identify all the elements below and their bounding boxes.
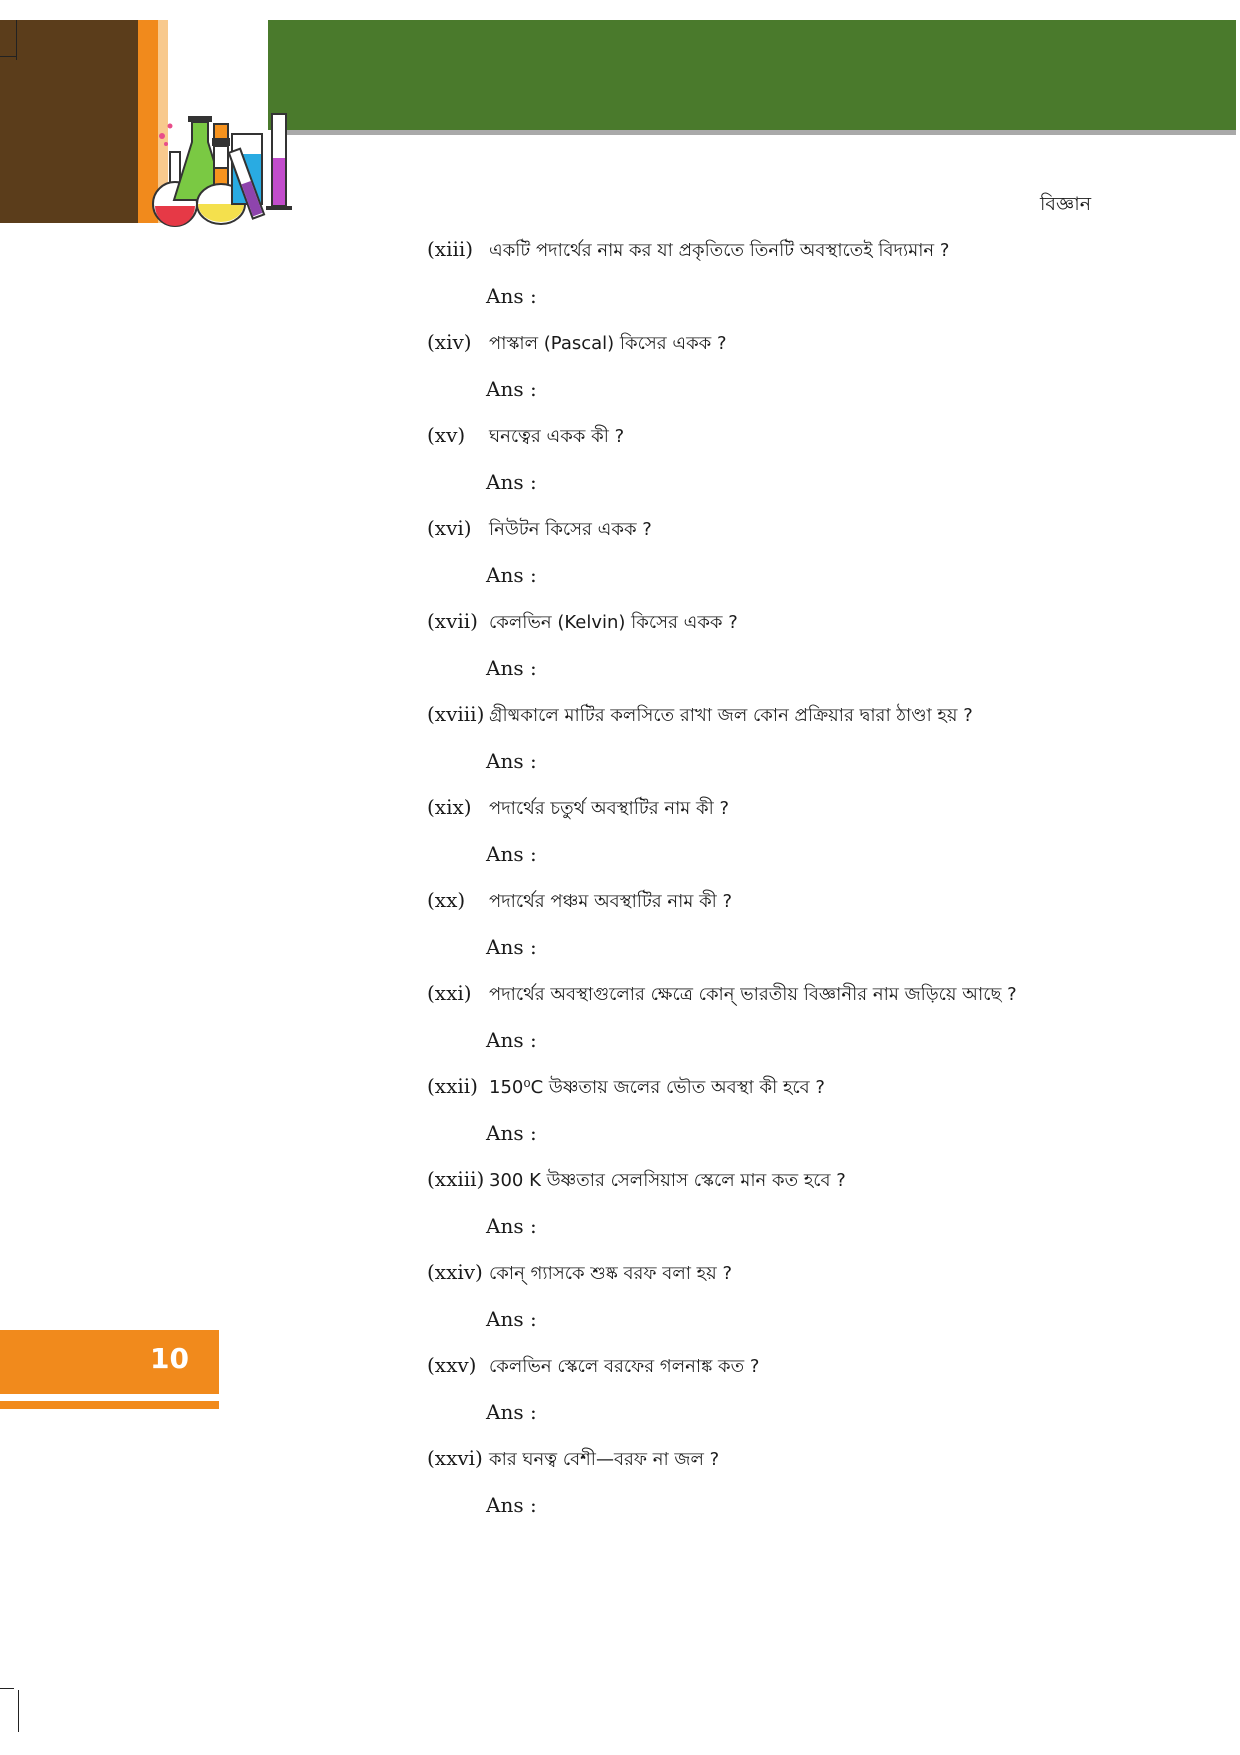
question-number: (xv) <box>427 423 466 447</box>
answer-label: Ans : <box>486 284 537 308</box>
answer-label: Ans : <box>486 1028 537 1052</box>
header-green-shadow <box>276 130 1236 135</box>
question-item <box>427 701 1167 794</box>
answer-label: Ans : <box>486 1400 537 1424</box>
question-text: 300 K উষ্ণতার সেলসিয়াস স্কেলে মান কত হবে ? <box>489 1170 846 1191</box>
lab-glassware-illustration <box>148 112 308 228</box>
question-number: (xxv) <box>427 1353 477 1377</box>
answer-label: Ans : <box>486 470 537 494</box>
measuring-cylinder-icon <box>266 114 292 210</box>
answer-label: Ans : <box>486 563 537 587</box>
question-text: পদার্থের চতুর্থ অবস্থাটির নাম কী ? <box>489 798 730 819</box>
question-text: ঘনত্বের একক কী ? <box>489 426 625 447</box>
question-text: পদার্থের অবস্থাগুলোর ক্ষেত্রে কোন্‌ ভারতীয় বিজ্ঞানীর নাম জড়িয়ে আছে ? <box>489 984 1017 1005</box>
question-number: (xxiii) <box>427 1167 485 1191</box>
question-text: নিউটন কিসের একক ? <box>489 519 652 540</box>
answer-label: Ans : <box>486 1307 537 1331</box>
question-number: (xiv) <box>427 330 472 354</box>
answer-label: Ans : <box>486 377 537 401</box>
question-item <box>427 1259 1167 1352</box>
crop-mark <box>0 56 16 57</box>
question-item <box>427 1352 1167 1445</box>
question-number: (xiii) <box>427 237 474 261</box>
question-number: (xxiv) <box>427 1260 483 1284</box>
answer-label: Ans : <box>486 842 537 866</box>
question-text: কেলভিন স্কেলে বরফের গলনাঙ্ক কত ? <box>489 1356 760 1377</box>
question-number: (xxvi) <box>427 1446 483 1470</box>
crop-mark <box>16 20 17 60</box>
question-item <box>427 329 1167 422</box>
page-number-underline <box>0 1401 219 1409</box>
question-item <box>427 1073 1167 1166</box>
question-text: গ্রীষ্মকালে মাটির কলসিতে রাখা জল কোন প্রক্রিয়ার দ্বারা ঠাণ্ডা হয় ? <box>489 705 973 726</box>
crop-mark <box>0 1688 14 1689</box>
answer-label: Ans : <box>486 1121 537 1145</box>
question-item <box>427 887 1167 980</box>
question-item <box>427 608 1167 701</box>
question-text: পাস্কাল (Pascal) কিসের একক ? <box>489 333 727 354</box>
answer-label: Ans : <box>486 749 537 773</box>
question-item <box>427 422 1167 515</box>
question-number: (xxi) <box>427 981 472 1005</box>
question-text: কেলভিন (Kelvin) কিসের একক ? <box>489 612 738 633</box>
question-number: (xvii) <box>427 609 478 633</box>
question-item <box>427 236 1167 329</box>
question-item <box>427 794 1167 887</box>
question-number: (xxii) <box>427 1074 478 1098</box>
crop-mark <box>18 1690 19 1732</box>
header-green-band <box>268 20 1236 130</box>
question-item <box>427 1445 1167 1538</box>
question-number: (xx) <box>427 888 466 912</box>
section-label: বিজ্ঞান <box>1040 193 1092 215</box>
question-item <box>427 980 1167 1073</box>
question-text: কার ঘনত্ব বেশী—বরফ না জল ? <box>489 1449 720 1470</box>
question-number: (xix) <box>427 795 472 819</box>
question-text: 150⁰C উষ্ণতায় জলের ভৌত অবস্থা কী হবে ? <box>489 1077 825 1098</box>
question-number: (xvi) <box>427 516 472 540</box>
question-item <box>427 1166 1167 1259</box>
answer-label: Ans : <box>486 1493 537 1517</box>
header-brown-block <box>0 20 138 223</box>
question-list <box>427 236 1167 1538</box>
answer-label: Ans : <box>486 1214 537 1238</box>
question-text: একটি পদার্থের নাম কর যা প্রকৃতিতে তিনটি অবস্থাতেই বিদ্যমান ? <box>489 240 950 261</box>
page-number-tab <box>0 1330 219 1394</box>
question-number: (xviii) <box>427 702 485 726</box>
question-text: পদার্থের পঞ্চম অবস্থাটির নাম কী ? <box>489 891 733 912</box>
answer-label: Ans : <box>486 656 537 680</box>
page-number: 10 <box>150 1342 189 1375</box>
answer-label: Ans : <box>486 935 537 959</box>
question-item <box>427 515 1167 608</box>
question-text: কোন্‌ গ্যাসকে শুষ্ক বরফ বলা হয় ? <box>489 1263 733 1284</box>
